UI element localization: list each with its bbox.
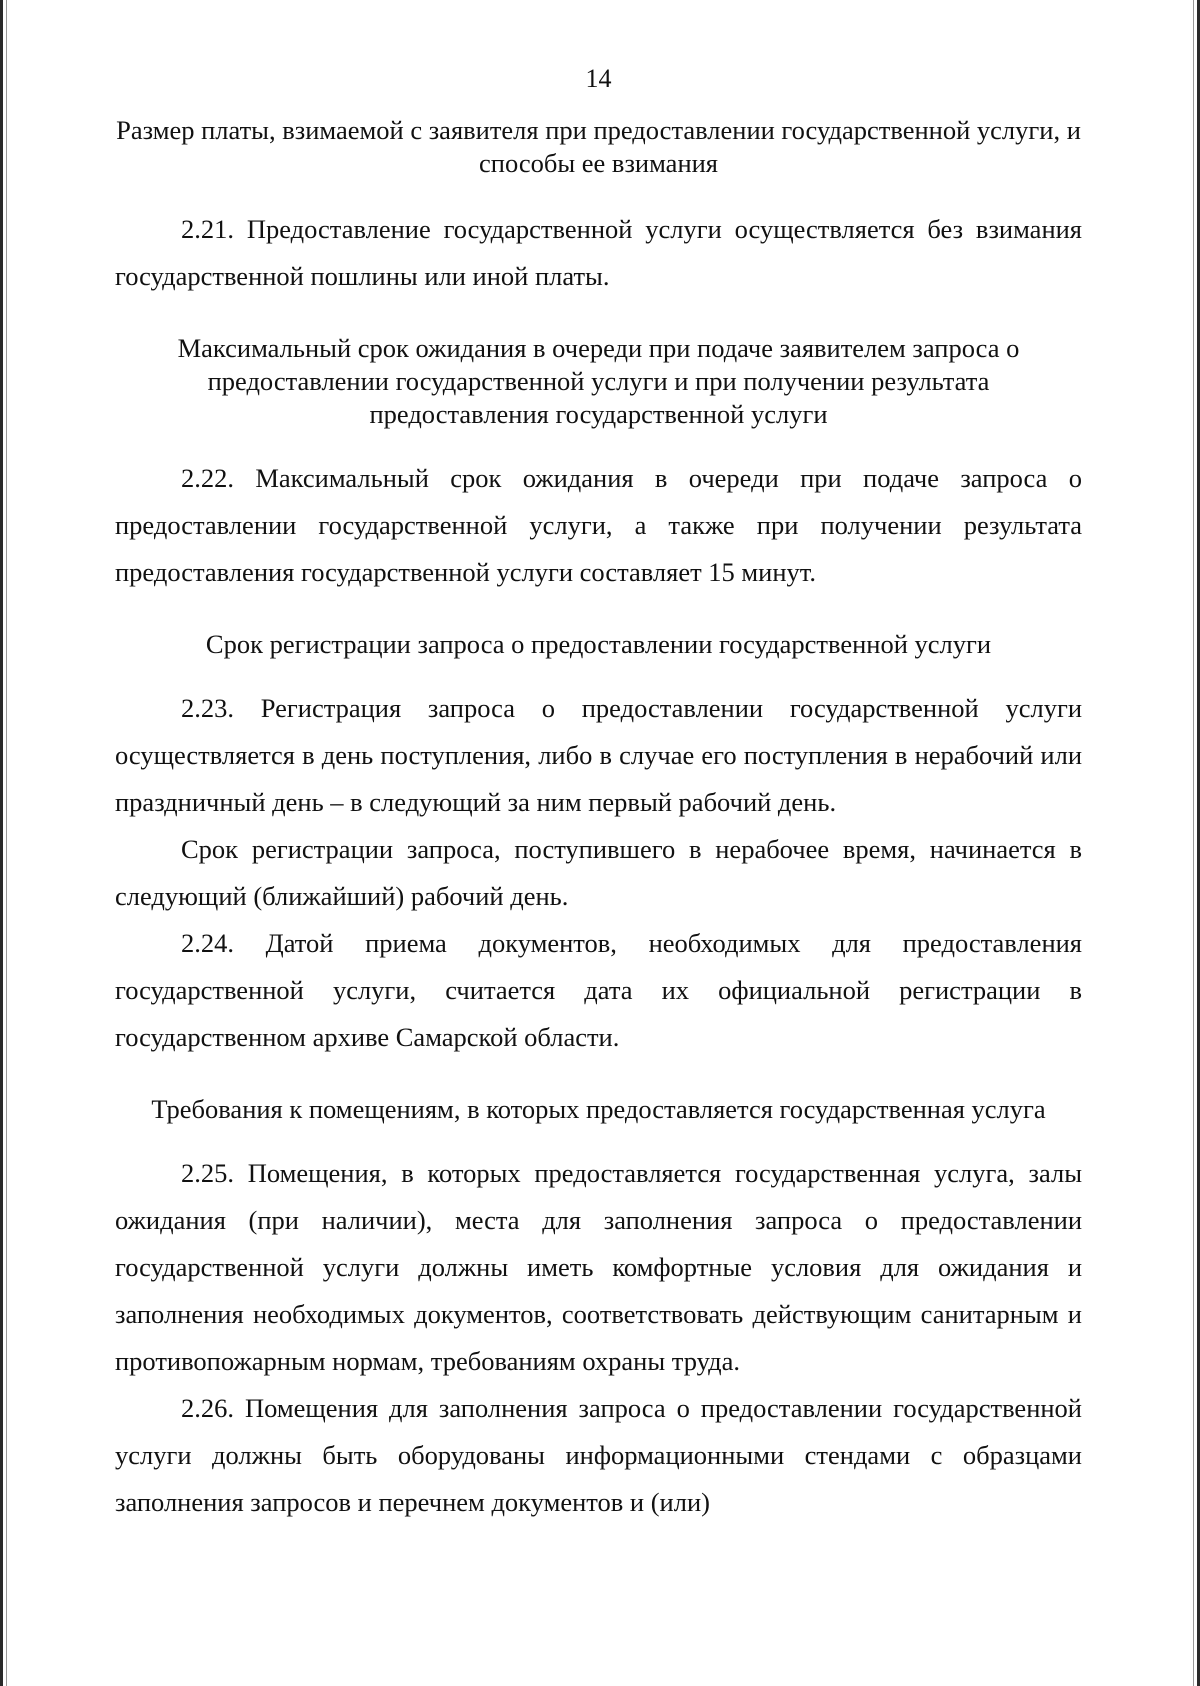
scan-border-left-inner xyxy=(6,0,7,1686)
paragraph-2-22: 2.22. Максимальный срок ожидания в очереди при подаче запроса о предоставлении государственной услуги, а также при получении результата предоставления государственной услуги составляет 15 минут. xyxy=(115,463,1082,587)
paragraph-2-21: 2.21. Предоставление государственной услуги осуществляется без взимания государственной пошлины или иной платы. xyxy=(115,214,1082,291)
paragraph-2-25: 2.25. Помещения, в которых предоставляется государственная услуга, залы ожидания (при наличии), места для заполнения запроса о предоставлении государственной услуги должны иметь комфортные условия для ожидания и заполнения необходимых документов, соответствовать действующим санитарным и противопожарным нормам, требованиям охраны труда. xyxy=(115,1158,1082,1376)
section-heading-fee: Размер платы, взимаемой с заявителя при предоставлении государственной услуги, и способы ее взимания xyxy=(116,115,1081,178)
paragraph-2-24: 2.24. Датой приема документов, необходимых для предоставления государственной услуги, считается дата их официальной регистрации в государственном архиве Самарской области. xyxy=(115,928,1082,1052)
section-heading-registration-term: Срок регистрации запроса о предоставлении государственной услуги xyxy=(205,629,992,659)
paragraph-registration-term: Срок регистрации запроса, поступившего в нерабочее время, начинается в следующий (ближайший) рабочий день. xyxy=(115,834,1082,911)
paragraph-2-26: 2.26. Помещения для заполнения запроса о предоставлении государственной услуги должны быть оборудованы информационными стендами с образцами заполнения запросов и перечнем документов и (или) xyxy=(115,1393,1082,1517)
scan-border-right-inner xyxy=(1193,0,1194,1686)
section-heading-queue-time: Максимальный срок ожидания в очереди при подаче заявителем запроса о предоставлении государственной услуги и при получении результата предоставления государственной услуги xyxy=(177,333,1020,429)
document-body xyxy=(115,62,1082,1526)
section-heading-premises-requirements: Требования к помещениям, в которых предоставляется государственная услуга xyxy=(151,1094,1046,1124)
page-number: 14 xyxy=(585,64,612,93)
scan-border-left xyxy=(0,0,3,1686)
paragraph-2-23: 2.23. Регистрация запроса о предоставлении государственной услуги осуществляется в день поступления, либо в случае его поступления в нерабочий или праздничный день – в следующий за ним первый рабочий день. xyxy=(115,693,1082,817)
